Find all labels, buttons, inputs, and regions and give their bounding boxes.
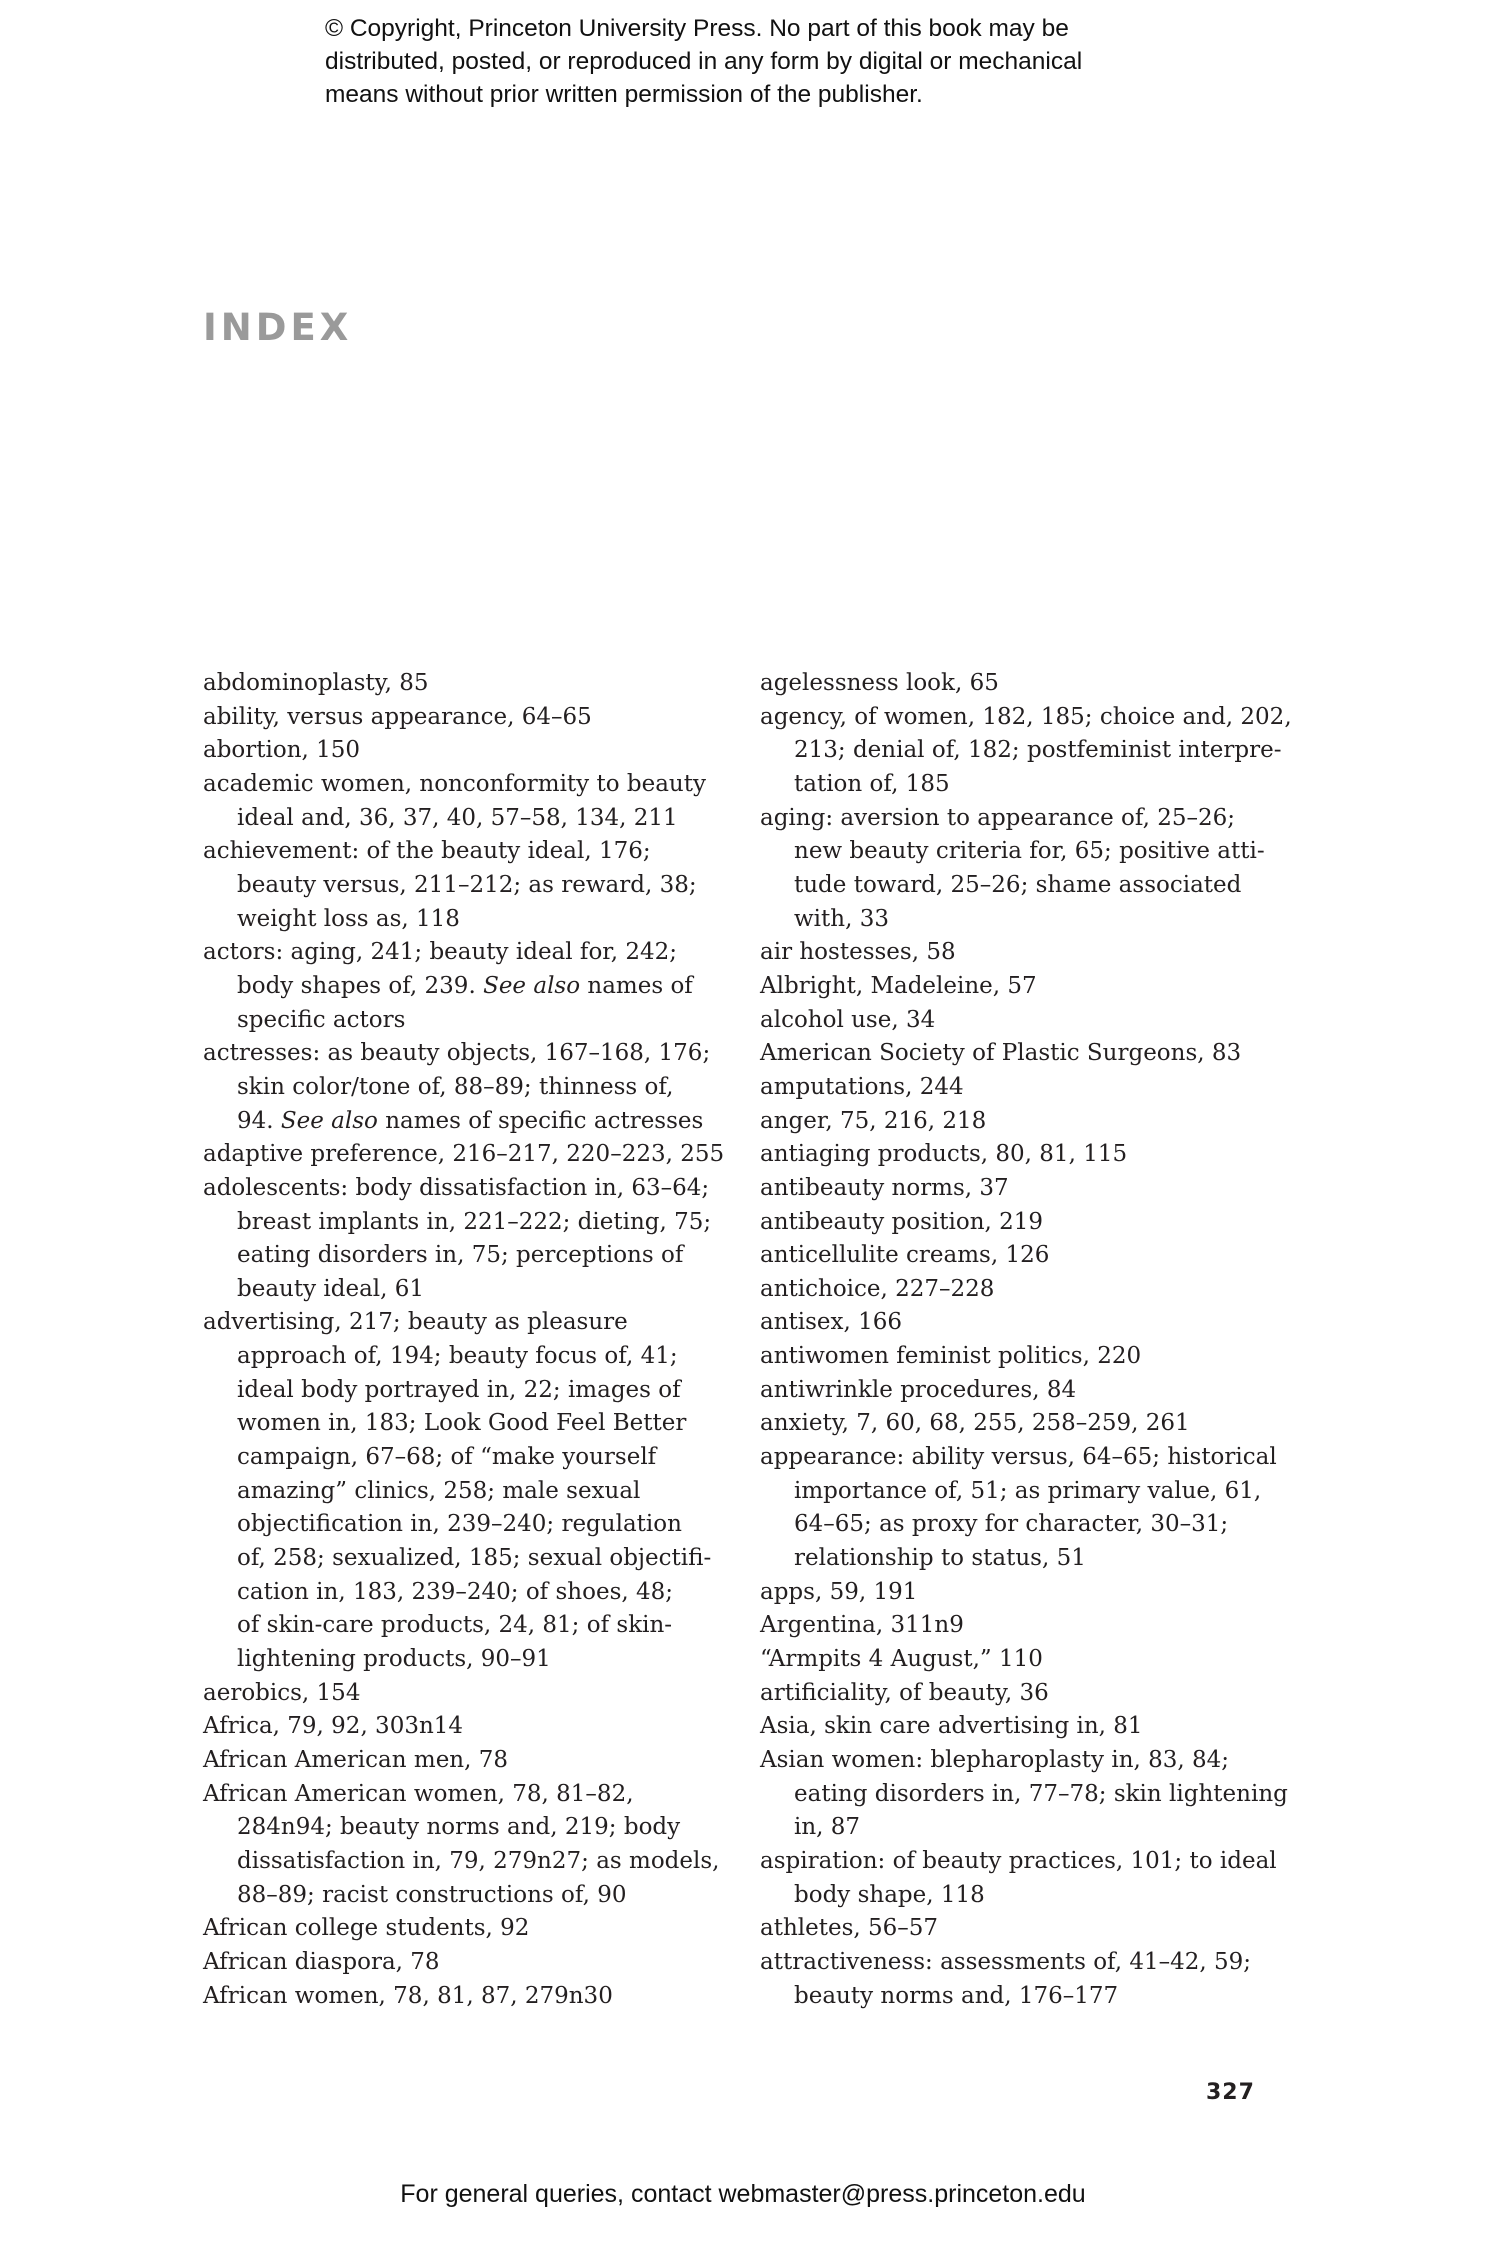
index-entry-line: 284n94; beauty norms and, 219; body: [237, 1814, 681, 1841]
index-entry-line: apps, 59, 191: [760, 1578, 918, 1605]
index-entry: [760, 1071, 1292, 1105]
index-entry: [203, 734, 724, 768]
index-entry-line: attractiveness: assessments of, 41–42, 59;: [760, 1948, 1252, 1975]
index-entry-line: achievement: of the beauty ideal, 176;: [203, 838, 651, 865]
index-entry-line: importance of, 51; as primary value, 61,: [794, 1477, 1262, 1504]
index-entry: [760, 1576, 1292, 1610]
entry-text: names of specific actresses: [377, 1107, 704, 1134]
index-entry: [760, 1441, 1292, 1576]
index-entry-line: approach of, 194; beauty focus of, 41;: [237, 1343, 678, 1370]
entry-text: 94.: [237, 1107, 281, 1134]
index-entry-line: Asian women: blepharoplasty in, 83, 84;: [760, 1747, 1230, 1773]
index-entry: [760, 1004, 1292, 1038]
index-entry: [760, 667, 1292, 701]
index-entry-line: of skin-care products, 24, 81; of skin-: [237, 1612, 673, 1639]
index-entry-line: Argentina, 311n9: [760, 1612, 964, 1639]
index-entry-line: objectification in, 239–240; regulation: [237, 1511, 682, 1538]
index-entry: [203, 1912, 724, 1946]
index-entry: [203, 768, 724, 835]
index-entry-line: artificiality, of beauty, 36: [760, 1679, 1049, 1706]
index-entry-line: antibeauty norms, 37: [760, 1174, 1009, 1201]
index-entry-line: antiwrinkle procedures, 84: [760, 1376, 1077, 1403]
index-entry-line: aspiration: of beauty practices, 101; to ideal: [760, 1847, 1277, 1874]
index-entry: [203, 1946, 724, 1980]
index-entry: [203, 701, 724, 735]
index-entry: [760, 1105, 1292, 1139]
index-entry: [760, 1206, 1292, 1240]
index-entry-line: antichoice, 227–228: [760, 1275, 995, 1302]
index-entry: [760, 1340, 1292, 1374]
index-entry: [203, 1138, 724, 1172]
index-entry-line: air hostesses, 58: [760, 939, 956, 966]
index-entry-line: African American men, 78: [203, 1747, 509, 1773]
index-entry: [203, 1744, 724, 1778]
index-entry: [203, 1710, 724, 1744]
index-entry-line: dissatisfaction in, 79, 279n27; as models,: [237, 1847, 720, 1874]
index-entry-line: of, 258; sexualized, 185; sexual objectifi-: [237, 1545, 712, 1572]
index-entry-line: African American women, 78, 81–82,: [203, 1780, 634, 1807]
index-entry-line: amputations, 244: [760, 1073, 964, 1100]
index-entry: [760, 802, 1292, 937]
index-entry: [760, 936, 1292, 970]
index-entry-line: tude toward, 25–26; shame associated: [794, 871, 1242, 898]
index-entry: [760, 1374, 1292, 1408]
index-entry-line: specific actors: [237, 1006, 406, 1033]
index-entry-line: anticellulite creams, 126: [760, 1242, 1050, 1269]
index-entry: [760, 701, 1292, 802]
index-entry: [760, 1037, 1292, 1071]
index-entry-line: in, 87: [794, 1814, 861, 1841]
index-entry: [203, 936, 724, 1037]
index-entry: [203, 1172, 724, 1307]
index-entry-line: “Armpits 4 August,” 110: [760, 1646, 1043, 1673]
index-entry: [203, 1306, 724, 1676]
index-entry: [203, 835, 724, 936]
index-entry-line: antisex, 166: [760, 1309, 903, 1336]
index-entry: [760, 1744, 1292, 1845]
index-entry-line: 88–89; racist constructions of, 90: [237, 1881, 627, 1908]
index-entry-line: adolescents: body dissatisfaction in, 63–64;: [203, 1174, 710, 1201]
index-entry: [760, 1407, 1292, 1441]
index-entry: [760, 1677, 1292, 1711]
index-entry-line: eating disorders in, 75; perceptions of: [237, 1242, 684, 1269]
index-entry-line: skin color/tone of, 88–89; thinness of,: [237, 1073, 674, 1100]
index-entry-line: African diaspora, 78: [203, 1948, 440, 1975]
index-entry: [203, 1037, 724, 1138]
index-entry-line: abdominoplasty, 85: [203, 670, 429, 696]
copyright-notice: [325, 12, 1082, 111]
index-entry-line: aging: aversion to appearance of, 25–26;: [760, 804, 1235, 831]
page-title: INDEX: [203, 306, 353, 349]
page-number: 327: [1206, 2080, 1255, 2105]
index-entry: [760, 1306, 1292, 1340]
index-entry-line: Albright, Madeleine, 57: [760, 972, 1037, 999]
index-entry: [760, 1172, 1292, 1206]
index-entry-line: lightening products, 90–91: [237, 1646, 551, 1673]
index-entry: [760, 1609, 1292, 1643]
index-entry-line: new beauty criteria for, 65; positive atti-: [794, 838, 1265, 865]
index-entry-line: anxiety, 7, 60, 68, 255, 258–259, 261: [760, 1410, 1190, 1437]
index-entry-line: antibeauty position, 219: [760, 1208, 1044, 1235]
index-entry: [760, 1912, 1292, 1946]
index-entry-line: 213; denial of, 182; postfeminist interpre-: [794, 737, 1282, 764]
index-entry-line: beauty versus, 211–212; as reward, 38;: [237, 871, 697, 898]
index-entry-line: cation in, 183, 239–240; of shoes, 48;: [237, 1578, 674, 1605]
index-entry-line: tation of, 185: [794, 770, 950, 797]
index-entry-line: 64–65; as proxy for character, 30–31;: [794, 1511, 1229, 1538]
index-entry: [203, 1677, 724, 1711]
index-entry-line: amazing” clinics, 258; male sexual: [237, 1477, 641, 1504]
index-entry-line: [203, 970, 724, 1004]
index-entry-line: ideal body portrayed in, 22; images of: [237, 1376, 681, 1403]
index-entry: [760, 1273, 1292, 1307]
copyright-line: © Copyright, Princeton University Press. No part of this book may be: [325, 15, 1069, 42]
index-entry-line: Asia, skin care advertising in, 81: [760, 1713, 1143, 1740]
see-also-reference: See also: [280, 1107, 378, 1134]
index-entry-line: [203, 1105, 724, 1139]
index-entry: [760, 1643, 1292, 1677]
index-entry-line: relationship to status, 51: [794, 1545, 1086, 1572]
index-entry: [760, 1946, 1292, 2013]
index-entry-line: antiaging products, 80, 81, 115: [760, 1141, 1128, 1168]
copyright-line: means without prior written permission of the publisher.: [325, 81, 923, 108]
index-entry: [760, 1239, 1292, 1273]
index-entry-line: eating disorders in, 77–78; skin lightening: [794, 1780, 1288, 1807]
index-entry-line: adaptive preference, 216–217, 220–223, 255: [203, 1141, 725, 1168]
index-entry-line: athletes, 56–57: [760, 1915, 939, 1942]
index-entry-line: ability, versus appearance, 64–65: [203, 703, 592, 730]
index-entry-line: African college students, 92: [203, 1915, 530, 1942]
index-entry: [760, 1710, 1292, 1744]
footer: [0, 2180, 1500, 2209]
index-entry: [203, 1980, 724, 2014]
index-entry-line: campaign, 67–68; of “make yourself: [237, 1444, 657, 1471]
entry-text: names of: [580, 972, 693, 999]
index-entry-line: beauty ideal, 61: [237, 1275, 425, 1302]
index-entry-line: weight loss as, 118: [237, 905, 460, 932]
index-entry-line: anger, 75, 216, 218: [760, 1107, 987, 1134]
index-entry-line: beauty norms and, 176–177: [794, 1982, 1119, 2009]
index-entry: [760, 1845, 1292, 1912]
index-column-right: [760, 667, 1292, 2013]
index-entry-line: advertising, 217; beauty as pleasure: [203, 1309, 628, 1336]
index-entry-line: agency, of women, 182, 185; choice and, 202,: [760, 703, 1292, 730]
copyright-line: distributed, posted, or reproduced in any form by digital or mechanical: [325, 48, 1083, 75]
index-entry-line: with, 33: [794, 905, 889, 932]
index-entry-line: body shape, 118: [794, 1881, 985, 1908]
index-entry-line: alcohol use, 34: [760, 1006, 936, 1033]
entry-text: body shapes of, 239.: [237, 972, 484, 999]
index-entry: [203, 1778, 724, 1913]
index-entry-line: African women, 78, 81, 87, 279n30: [203, 1982, 613, 2009]
index-entry-line: aerobics, 154: [203, 1679, 361, 1706]
index-column-left: [203, 667, 724, 2013]
index-entry-line: actors: aging, 241; beauty ideal for, 242;: [203, 939, 678, 966]
index-entry-line: appearance: ability versus, 64–65; historical: [760, 1444, 1277, 1471]
index-entry-line: women in, 183; Look Good Feel Better: [237, 1410, 687, 1437]
index-entry: [760, 970, 1292, 1004]
index-entry-line: academic women, nonconformity to beauty: [203, 770, 706, 797]
index-entry-line: actresses: as beauty objects, 167–168, 176;: [203, 1040, 711, 1067]
index-entry-line: breast implants in, 221–222; dieting, 75;: [237, 1208, 712, 1235]
index-entry-line: American Society of Plastic Surgeons, 83: [760, 1040, 1242, 1067]
index-entry-line: Africa, 79, 92, 303n14: [203, 1713, 464, 1740]
footer-contact-text: For general queries, contact webmaster@press.princeton.edu: [400, 2180, 1086, 2208]
index-entry: [203, 667, 724, 701]
index-entry-line: agelessness look, 65: [760, 670, 999, 696]
index-entry: [760, 1138, 1292, 1172]
index-entry-line: abortion, 150: [203, 737, 361, 764]
see-also-reference: See also: [483, 972, 581, 999]
index-entry-line: antiwomen feminist politics, 220: [760, 1343, 1142, 1370]
index-entry-line: ideal and, 36, 37, 40, 57–58, 134, 211: [237, 804, 678, 831]
